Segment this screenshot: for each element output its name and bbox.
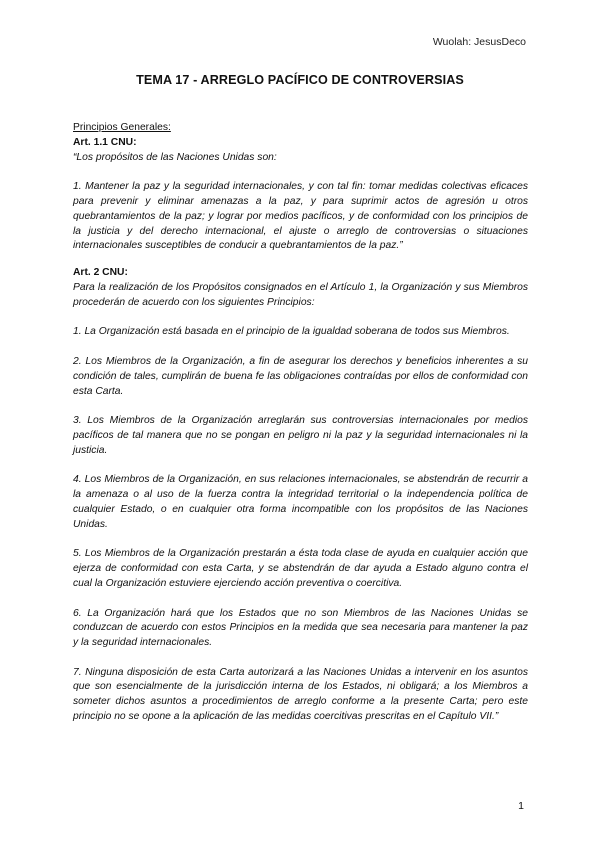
- art2-intro: Para la realización de los Propósitos consignados en el Artículo 1, la Organización y sus Miembros procederán de acuerdo con los siguientes Principios:: [73, 281, 528, 308]
- art1-label: Art. 1.1 CNU:: [73, 136, 137, 148]
- header-author: Wuolah: JesusDeco: [432, 36, 526, 48]
- principle-item: 1. La Organización está basada en el principio de la igualdad soberana de todos sus Miembros.: [73, 326, 510, 338]
- art2-label: Art. 2 CNU:: [73, 267, 128, 279]
- section-heading: Principios Generales:: [73, 122, 171, 133]
- principle-item: 7. Ninguna disposición de esta Carta autorizará a las Naciones Unidas a intervenir en los asuntos que son esencialmente de la jurisdicción interna de los Estados, ni obligará; a los Miembros a someter dichos asuntos a procedimientos de arreglo conforme a la presente Carta; pero este principio no se opone a la aplicación de las medidas coercitivas prescritas en el Capítulo VII.”: [73, 666, 528, 723]
- document-title: TEMA 17 - ARREGLO PACÍFICO DE CONTROVERSIAS: [136, 73, 464, 87]
- art1-paragraph: 1. Mantener la paz y la seguridad internacionales, y con tal fin: tomar medidas colectivas eficaces para prevenir y eliminar amenazas a la paz, y para suprimir actos de agresión u otros quebrantamientos de la paz; y lograr por medios pacíficos, y de conformidad con los principios de la justicia y del derecho internacional, el ajuste o arreglo de controversias o situaciones internacionales susceptibles de conducir a quebrantamientos de la paz.”: [73, 181, 528, 252]
- principle-item: 3. Los Miembros de la Organización arreglarán sus controversias internacionales por medios pacíficos de tal manera que no se pongan en peligro ni la paz y la seguridad internacionales ni la justicia.: [73, 415, 528, 456]
- principle-item: 6. La Organización hará que los Estados que no son Miembros de las Naciones Unidas se conduzcan de acuerdo con estos Principios en la medida que sea necesaria para mantener la paz y la seguridad internacionales.: [73, 607, 528, 649]
- art1-intro: “Los propósitos de las Naciones Unidas son:: [73, 151, 277, 163]
- principle-item: 2. Los Miembros de la Organización, a fin de asegurar los derechos y beneficios inherentes a su condición de tales, cumplirán de buena fe las obligaciones contraídas por ellos de conformidad con esta Carta.: [73, 355, 528, 397]
- principle-item: 5. Los Miembros de la Organización prestarán a ésta toda clase de ayuda en cualquier acción que ejerza de conformidad con esta Carta, y se abstendrán de dar ayuda a Estado alguno contra el cual la Organización estuviere ejerciendo acción preventiva o coercitiva.: [73, 548, 528, 589]
- principle-item: 4. Los Miembros de la Organización, en sus relaciones internacionales, se abstendrán de recurrir a la amenaza o al uso de la fuerza contra la integridad territorial o la independencia política de cualquier Estado, o en cualquier otra forma incompatible con los propósitos de las Naciones Unidas.: [73, 474, 528, 530]
- page-number: 1: [518, 800, 524, 812]
- document-body: [73, 121, 528, 725]
